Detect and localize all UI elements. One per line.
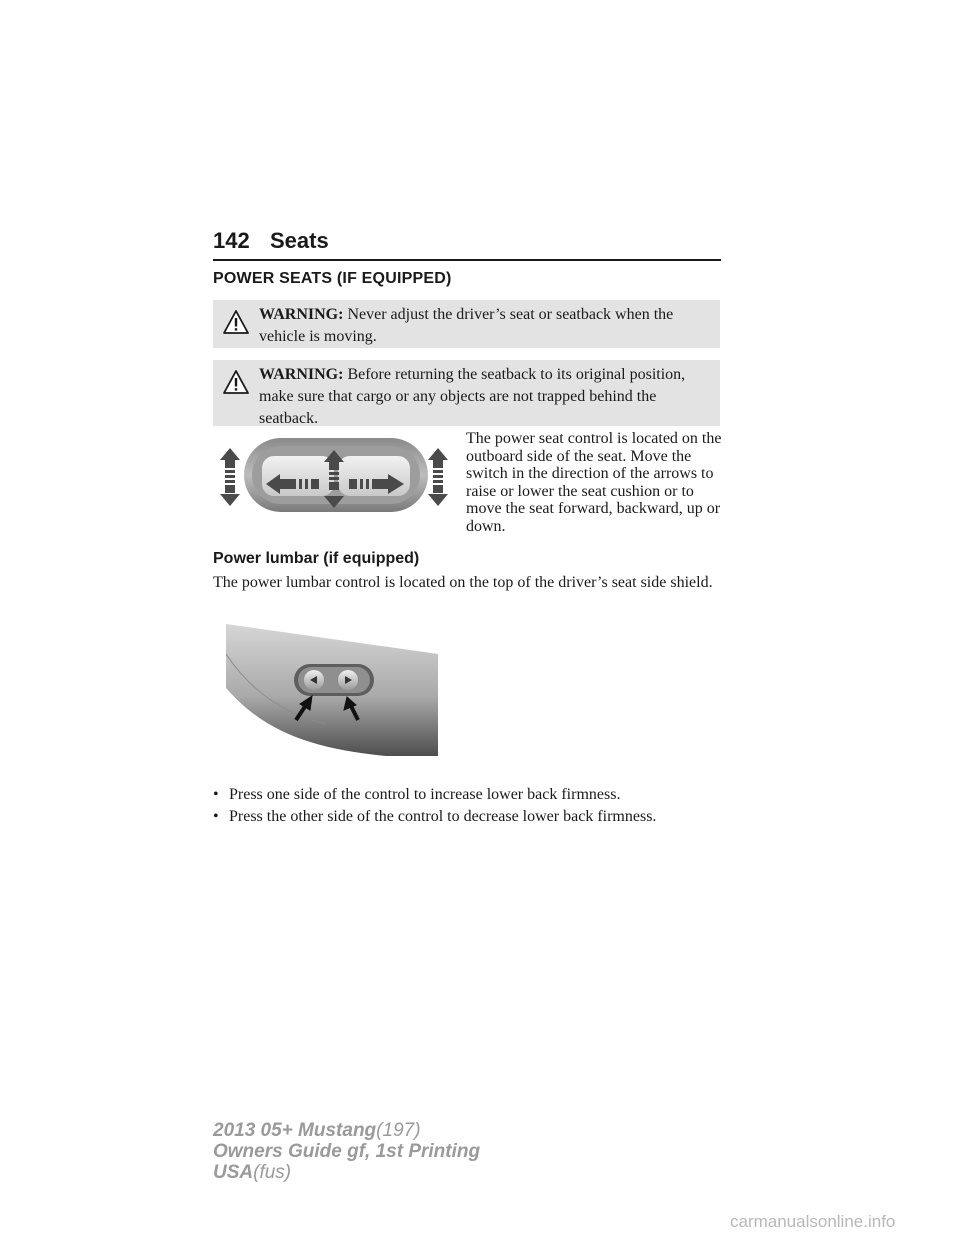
section-heading: POWER SEATS (IF EQUIPPED) <box>213 270 452 287</box>
footer-model: 2013 05+ Mustang <box>213 1120 377 1141</box>
footer-line-1 <box>213 1120 421 1141</box>
list-item-text: Press the other side of the control to decrease lower back firmness. <box>229 808 657 825</box>
power-seat-control-illustration <box>218 436 458 518</box>
footer-market: USA <box>213 1162 254 1183</box>
page-number: 142 <box>213 228 250 253</box>
list-item: • Press one side of the control to increase lower back firmness. <box>213 786 621 803</box>
chapter-title: Seats <box>270 228 329 253</box>
footer-line-2 <box>213 1141 480 1162</box>
header-rule <box>213 259 721 261</box>
warning-text <box>259 304 714 348</box>
warning-label: WARNING: <box>259 366 344 383</box>
power-lumbar-control-illustration <box>226 624 438 756</box>
footer-guide: Owners Guide gf, 1st Printing <box>213 1141 481 1162</box>
warning-triangle-icon <box>223 310 249 334</box>
lumbar-description: The power lumbar control is located on the top of the driver’s seat side shield. <box>213 574 713 591</box>
list-item: • Press the other side of the control to decrease lower back firmness. <box>213 808 657 825</box>
warning-box-2 <box>213 360 720 426</box>
footer-page-ref: (197) <box>376 1120 421 1141</box>
list-item-text: Press one side of the control to increase lower back firmness. <box>229 786 621 803</box>
warning-text <box>259 364 714 430</box>
warning-box-1 <box>213 300 720 348</box>
warning-triangle-icon <box>223 370 249 394</box>
warning-body: Never adjust the driver’s seat or seatback when the vehicle is moving. <box>259 306 674 345</box>
footer-market-code: (fus) <box>253 1162 292 1183</box>
watermark-link[interactable]: carmanualsonline.info <box>730 1212 896 1231</box>
warning-body: Before returning the seatback to its original position, make sure that cargo or any objects are not trapped behind the seatback. <box>259 366 686 427</box>
up-down-arrow-right-icon <box>428 448 448 506</box>
footer-line-3 <box>213 1162 291 1183</box>
up-down-arrow-left-icon <box>220 448 240 506</box>
warning-label: WARNING: <box>259 306 344 323</box>
seat-control-description: The power seat control is located on the outboard side of the seat. Move the switch in the direction of the arrows to raise or lower the seat cushion or to move the seat forward, backward, up or down. <box>466 430 722 535</box>
lumbar-heading: Power lumbar (if equipped) <box>213 550 420 567</box>
